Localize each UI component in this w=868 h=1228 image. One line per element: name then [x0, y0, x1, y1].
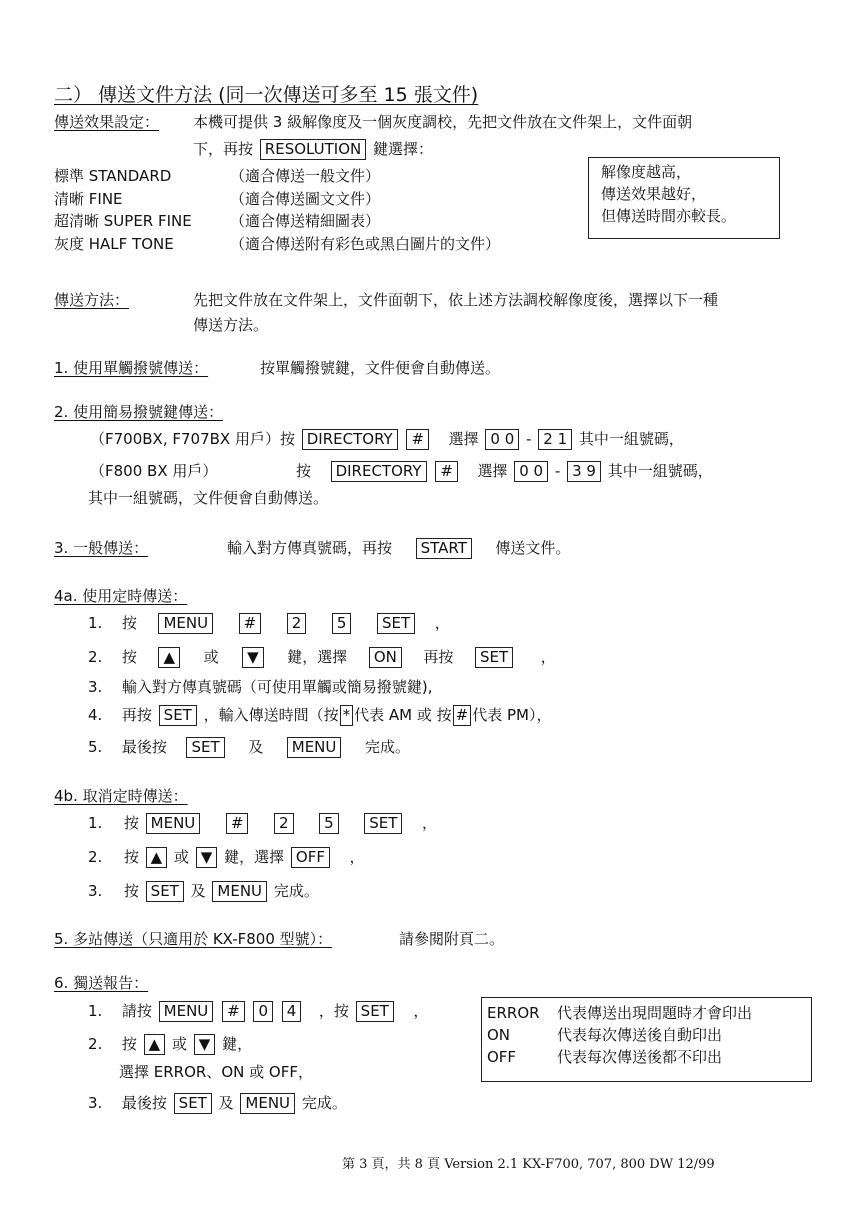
set-key: SET [186, 737, 224, 758]
menu-key: MENU [159, 1001, 214, 1022]
s3-heading: 3. 一般傳送： [54, 539, 149, 557]
step-text: ， [434, 614, 450, 632]
note-line-0: 解像度越高， [601, 163, 692, 181]
start-key: START [416, 538, 472, 559]
step-text: 按 [123, 814, 139, 832]
s4b-heading: 4b. 取消定時傳送： [54, 787, 188, 805]
method-line-2: 傳送方法。 [193, 316, 269, 334]
hash-key: # [435, 461, 458, 482]
directory-key: DIRECTORY [331, 461, 427, 482]
mode-desc-3: （適合傳送附有彩色或黑白圖片的文件） [230, 235, 501, 253]
step-text: 按 [121, 1035, 137, 1053]
step-text: ， [413, 1002, 429, 1020]
set-key: SET [356, 1001, 394, 1022]
set-key: SET [159, 705, 197, 726]
step-number: 5. [88, 738, 103, 756]
s2-heading: 2. 使用簡易撥號鍵傳送： [54, 403, 224, 421]
step-text: 最後按 [121, 1094, 167, 1112]
down-arrow-key: ▼ [242, 647, 264, 668]
step-text: 或 [203, 648, 219, 666]
hash-key: # [406, 429, 429, 450]
step-number: 4. [88, 706, 103, 724]
s4a-step-2 [88, 647, 556, 668]
legend-row [487, 1046, 805, 1068]
mode-name-1: 清晰 FINE [54, 190, 123, 208]
mode-desc-2: （適合傳送精細圖表） [230, 212, 381, 230]
effect-line-2-post: 鍵選擇： [373, 140, 434, 158]
s4a-step-5 [88, 737, 410, 758]
step-text: 完成。 [364, 738, 410, 756]
directory-key: DIRECTORY [302, 429, 398, 450]
step-text: 及 [248, 738, 264, 756]
step-text: 最後按 [121, 738, 167, 756]
step-text: 或 [174, 848, 190, 866]
step-text: 按 [123, 848, 139, 866]
page-title: 二） 傳送文件方法 (同一次傳送可多至 15 張文件) [54, 84, 479, 106]
step-text: 及 [218, 1094, 234, 1112]
digit-key: 5 [332, 613, 352, 634]
hash-key: # [226, 813, 249, 834]
s2-r1-mid: 選擇 [448, 430, 479, 448]
s4b-step-1 [88, 813, 437, 834]
effect-line-2 [193, 139, 433, 160]
up-arrow-key: ▲ [146, 847, 168, 868]
note-line-1: 傳送效果越好， [601, 185, 707, 203]
s2-r2-mid: 選擇 [477, 462, 508, 480]
step-text: 鍵，選擇 [287, 648, 348, 666]
legend-code: OFF [487, 1048, 517, 1066]
step-text: 完成。 [273, 882, 319, 900]
menu-key: MENU [212, 881, 267, 902]
s2-row-2-left: （F800 BX 用戶） [90, 462, 218, 480]
s4a-heading: 4a. 使用定時傳送： [54, 587, 188, 605]
step-text: 輸入對方傳真號碼（可使用單觸或簡易撥號鍵), [121, 678, 433, 696]
digit-key: 0 [253, 1001, 273, 1022]
step-text: 代表 PM）， [472, 706, 552, 724]
on-key: ON [369, 647, 402, 668]
down-arrow-key: ▼ [194, 1034, 216, 1055]
step-text: ， [349, 848, 365, 866]
step-text: ，按 [318, 1002, 349, 1020]
s2-r2-post: 其中一組號碼， [607, 462, 713, 480]
hash-key: # [222, 1001, 245, 1022]
s4a-step-3 [88, 677, 433, 697]
resolution-key: RESOLUTION [260, 139, 366, 160]
s1-heading: 1. 使用單觸撥號傳送： [54, 359, 209, 377]
menu-key: MENU [158, 613, 213, 634]
legend-desc: 代表每次傳送後都不印出 [557, 1048, 723, 1066]
s5-heading: 5. 多站傳送（只適用於 KX-F800 型號）： [54, 930, 333, 948]
mode-desc-1: （適合傳送圖文文件） [230, 190, 381, 208]
legend-desc: 代表傳送出現問題時才會印出 [557, 1004, 753, 1022]
s4b-step-2 [88, 847, 365, 868]
menu-key: MENU [240, 1093, 295, 1114]
s6-step-2b: 選擇 ERROR、ON 或 OFF， [119, 1063, 313, 1081]
s3-text-post: 傳送文件。 [495, 539, 571, 557]
set-key: SET [364, 813, 402, 834]
step-text: 按 [121, 648, 137, 666]
s2-r1-post: 其中一組號碼， [578, 430, 684, 448]
step-text: 鍵， [222, 1035, 253, 1053]
mode-name-2: 超清晰 SUPER FINE [54, 212, 192, 230]
step-text: 再按 [423, 648, 454, 666]
step-number: 2. [88, 1035, 103, 1053]
s3-text [227, 538, 570, 559]
s2-r1-to: 2 1 [538, 429, 572, 450]
down-arrow-key: ▼ [196, 847, 218, 868]
digit-key: 4 [282, 1001, 302, 1022]
effect-line-1: 本機可提供 3 級解像度及一個灰度調校，先把文件放在文件架上，文件面朝 [193, 113, 693, 131]
s6-step-1 [88, 1001, 428, 1022]
mode-desc-0: （適合傳送一般文件） [230, 167, 381, 185]
s5-text: 請參閱附頁二。 [399, 930, 505, 948]
s4a-step-4 [88, 705, 552, 726]
menu-key: MENU [146, 813, 201, 834]
step-number: 1. [88, 814, 103, 832]
step-text: ， [421, 814, 437, 832]
step-text: 代表 AM 或 按 [354, 706, 452, 724]
step-text: 再按 [121, 706, 152, 724]
s2-row-2 [296, 461, 713, 482]
mode-name-3: 灰度 HALF TONE [54, 235, 174, 253]
set-key: SET [174, 1093, 212, 1114]
s4a-step-1 [88, 613, 450, 634]
step-number: 1. [88, 1002, 103, 1020]
s2-r2-dash: - [554, 462, 561, 480]
report-legend-box [481, 997, 812, 1082]
s3-text-pre: 輸入對方傳真號碼，再按 [227, 539, 393, 557]
step-text: 按 [123, 882, 139, 900]
s2-row-1 [90, 429, 684, 450]
set-key: SET [475, 647, 513, 668]
effect-label: 傳送效果設定： [54, 113, 160, 131]
s6-step-2 [88, 1034, 252, 1055]
digit-key: 2 [287, 613, 307, 634]
step-text: 及 [190, 882, 206, 900]
method-line-1: 先把文件放在文件架上，文件面朝下，依上述方法調校解像度後，選擇以下一種 [193, 291, 719, 309]
step-text: 鍵，選擇 [224, 848, 285, 866]
off-key: OFF [291, 847, 330, 868]
step-text: 請按 [121, 1002, 152, 1020]
set-key: SET [377, 613, 415, 634]
legend-row [487, 1024, 805, 1046]
s2-r2-from: 0 0 [514, 461, 548, 482]
s2-row-3: 其中一組號碼，文件便會自動傳送。 [88, 489, 329, 507]
step-text: ，輸入傳送時間（按 [203, 706, 339, 724]
legend-row [487, 1002, 805, 1024]
legend-desc: 代表每次傳送後自動印出 [557, 1026, 723, 1044]
step-number: 2. [88, 648, 103, 666]
resolution-note-box [588, 157, 780, 239]
s2-r2-press: 按 [296, 462, 312, 480]
effect-line-2-pre: 下，再按 [193, 140, 254, 158]
s2-r1-from: 0 0 [485, 429, 519, 450]
step-text: 或 [172, 1035, 188, 1053]
digit-key: 5 [319, 813, 339, 834]
star-key: * [340, 705, 354, 726]
hash-key: # [453, 705, 472, 726]
s2-r2-to: 3 9 [567, 461, 601, 482]
step-text: 按 [121, 614, 137, 632]
set-key: SET [146, 881, 184, 902]
s4b-step-3 [88, 881, 319, 902]
legend-code: ON [487, 1026, 511, 1044]
step-number: 3. [88, 678, 103, 696]
s2-r1-pre: （F700BX, F707BX 用戶）按 [90, 430, 295, 448]
s6-step-3 [88, 1093, 347, 1114]
s6-heading: 6. 獨送報告： [54, 974, 149, 992]
step-number: 1. [88, 614, 103, 632]
method-label: 傳送方法： [54, 291, 130, 309]
step-text: 完成。 [301, 1094, 347, 1112]
s1-text: 按單觸撥號鍵，文件便會自動傳送。 [260, 359, 501, 377]
legend-code: ERROR [487, 1004, 540, 1022]
step-number: 3. [88, 882, 103, 900]
up-arrow-key: ▲ [144, 1034, 166, 1055]
s2-r1-dash: - [526, 430, 532, 448]
page-footer: 第 3 頁，共 8 頁 Version 2.1 KX-F700, 707, 800 DW 12/99 [342, 1157, 715, 1172]
step-text: ， [540, 648, 556, 666]
step-number: 2. [88, 848, 103, 866]
note-line-2: 但傳送時間亦較長。 [601, 207, 737, 225]
digit-key: 2 [274, 813, 294, 834]
mode-name-0: 標準 STANDARD [54, 167, 172, 185]
up-arrow-key: ▲ [158, 647, 180, 668]
step-number: 3. [88, 1094, 103, 1112]
hash-key: # [239, 613, 262, 634]
menu-key: MENU [287, 737, 342, 758]
